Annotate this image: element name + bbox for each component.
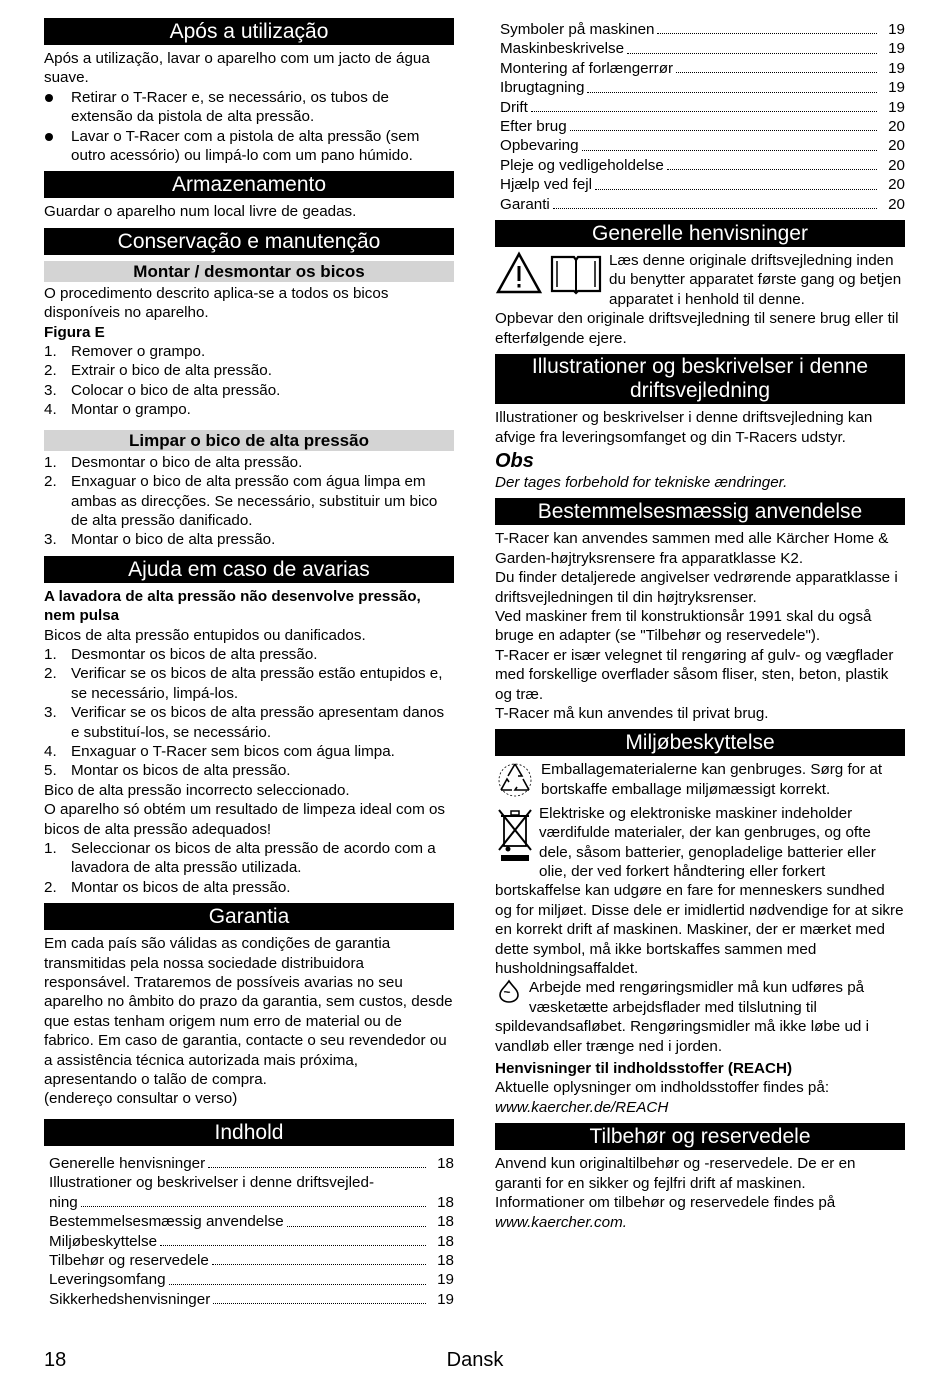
generelle-icon-row bbox=[495, 251, 905, 309]
recycle-icon bbox=[495, 760, 535, 803]
toc-entry[interactable]: Miljøbeskyttelse 18 bbox=[49, 1232, 454, 1250]
footer-language: Dansk bbox=[446, 1349, 504, 1371]
bestemmelse-paragraph: T-Racer må kun anvendes til privat brug. bbox=[495, 704, 769, 722]
toc-entry[interactable]: Drift 19 bbox=[500, 98, 905, 116]
section-miljo bbox=[495, 729, 905, 1117]
obs-label: Obs bbox=[495, 449, 534, 472]
heading-bestemmelse: Bestemmelsesmæssig anvendelse bbox=[495, 498, 905, 525]
figura-label: Figura E bbox=[44, 323, 105, 341]
toc-entry[interactable]: Tilbehør og reservedele 18 bbox=[49, 1251, 454, 1269]
left-column bbox=[44, 18, 454, 1315]
tilbehor-text: Anvend kun originaltilbehør og -reservedele. De er en garanti for en sikker og fejlfri drift af maskinen. bbox=[495, 1155, 856, 1192]
reach-title: Henvisninger til indholdsstoffer (REACH) bbox=[495, 1060, 793, 1078]
step-item: 2. Verificar se os bicos de alta pressão estão entupidos e, se necessário, limpá-los. bbox=[44, 665, 443, 702]
miljo-text2: Elektriske og elektroniske maskiner indeholder værdifulde materialer, der kan genbruges, og ofte dele, såsom batterier, genopladelige batterier eller olie, der ved forkert håndtering eller forkert bortskaffelse kan udgøre en fare for menneskers sundhed og for miljøet. Disse dele er imidlertid nødvendige for at sikre en korrekt drift af maskinen. Maskiner, der er mærket med dette symbol, må ikke bortskaffes sammen med husholdningsaffaldet. bbox=[495, 804, 904, 978]
ajuda-steps2 bbox=[44, 839, 454, 897]
armazenamento-text: Guardar o aparelho num local livre de geadas. bbox=[44, 203, 357, 221]
step-item: 1. Desmontar os bicos de alta pressão. bbox=[44, 645, 318, 663]
step-item: 2. Extrair o bico de alta pressão. bbox=[44, 362, 272, 380]
section-armazenamento bbox=[44, 171, 454, 221]
toc-entry[interactable]: Montering af forlængerrør 19 bbox=[500, 59, 905, 77]
step-item: 4. Enxaguar o T-Racer sem bicos com água limpa. bbox=[44, 742, 395, 760]
heading-conservacao: Conservação e manutenção bbox=[44, 228, 454, 255]
heading-armazenamento: Armazenamento bbox=[44, 171, 454, 198]
heading-apos-utilizacao: Após a utilização bbox=[44, 18, 454, 45]
page-number: 18 bbox=[44, 1349, 67, 1371]
section-conservacao bbox=[44, 228, 454, 550]
toc-left bbox=[44, 1154, 454, 1309]
toc-entry[interactable]: Garanti 20 bbox=[500, 195, 905, 213]
section-garantia bbox=[44, 903, 454, 1109]
ajuda-cause1: Bicos de alta pressão entupidos ou danificados. bbox=[44, 626, 366, 644]
generelle-text2: Opbevar den originale driftsvejledning til senere brug eller til efterfølgende ejere. bbox=[495, 310, 899, 347]
toc-entry[interactable]: Ibrugtagning 19 bbox=[500, 79, 905, 97]
generelle-text1: Læs denne originale driftsvejledning inden du benytter apparatet første gang og betjen apparatet i henhold til denne. bbox=[609, 252, 902, 308]
reach-url-link[interactable]: www.kaercher.de/REACH bbox=[495, 1098, 669, 1116]
toc-entry[interactable]: Bestemmelsesmæssig anvendelse 18 bbox=[49, 1213, 454, 1231]
heading-indhold: Indhold bbox=[44, 1119, 454, 1146]
bestemmelse-paragraph: T-Racer kan anvendes sammen med alle Kärcher Home & Garden-højtryksrensere fra apparatklasse K2. bbox=[495, 530, 889, 567]
heading-miljo: Miljøbeskyttelse bbox=[495, 729, 905, 756]
toc-entry[interactable]: Leveringsomfang 19 bbox=[49, 1271, 454, 1289]
step-item: 1. Remover o grampo. bbox=[44, 343, 206, 361]
garantia-text: Em cada país são válidas as condições de garantia transmitidas pela nossa sociedade distribuidora responsável. Trataremos de possíveis avarias no seu aparelho no âmbito do prazo da garantia, sem custos, desde que estas tenham origem num erro de material ou de fabrico. Em caso de garantia, contacte o seu revendedor ou a assistência técnica autorizada mais próxima, apresentando o talão de compra. bbox=[44, 935, 453, 1089]
montar-steps bbox=[44, 342, 454, 420]
right-column bbox=[495, 20, 905, 1238]
step-item: 2. Enxaguar o bico de alta pressão com água limpa em ambas as direcções. Se necessário, substituir um bico de alta pressão danificado. bbox=[44, 473, 438, 529]
kaercher-url-link[interactable]: www.kaercher.com. bbox=[495, 1213, 627, 1231]
bestemmelse-paragraph: Du finder detaljerede angivelser vedrørende apparatklasse i driftsvejledningen til din højtryksrenser. bbox=[495, 569, 898, 606]
subheading-montar-bicos: Montar / desmontar os bicos bbox=[44, 261, 454, 282]
oil-drop-icon bbox=[495, 978, 523, 1009]
montar-bicos-text: O procedimento descrito aplica-se a todos os bicos disponíveis no aparelho. bbox=[44, 284, 389, 322]
heading-illustrationer: Illustrationer og beskrivelser i denne driftsvejledning bbox=[495, 354, 905, 404]
section-tilbehor bbox=[495, 1123, 905, 1232]
section-illustrationer bbox=[495, 354, 905, 492]
bullet-item: Retirar o T-Racer e, se necessário, os tubos de extensão da pistola de alta pressão. bbox=[44, 88, 454, 127]
step-item: 1. Seleccionar os bicos de alta pressão de acordo com a lavadora de alta pressão utilizada. bbox=[44, 840, 436, 877]
step-item: 5. Montar os bicos de alta pressão. bbox=[44, 762, 291, 780]
manual-book-icon bbox=[549, 251, 603, 300]
apos-intro: Após a utilização, lavar o aparelho com um jacto de água suave. bbox=[44, 50, 430, 87]
bullet-item: Lavar o T-Racer com a pistola de alta pressão (sem outro acessório) ou limpá-lo com um pano húmido. bbox=[44, 127, 454, 166]
section-ajuda-avarias bbox=[44, 556, 454, 898]
bestemmelse-paragraph: Ved maskiner frem til konstruktionsår 1991 skal du også bruge en adapter (se "Tilbehør og reservedele"). bbox=[495, 607, 872, 645]
heading-generelle: Generelle henvisninger bbox=[495, 220, 905, 247]
step-item: 4. Montar o grampo. bbox=[44, 401, 191, 419]
toc-entry[interactable]: Maskinbeskrivelse 19 bbox=[500, 40, 905, 58]
heading-ajuda-avarias: Ajuda em caso de avarias bbox=[44, 556, 454, 583]
section-indhold bbox=[44, 1119, 454, 1309]
ajuda-cause2-text: O aparelho só obtém um resultado de limpeza ideal com os bicos de alta pressão adequados! bbox=[44, 801, 445, 838]
ajuda-problem: A lavadora de alta pressão não desenvolve pressão, nem pulsa bbox=[44, 587, 421, 625]
step-item: 3. Verificar se os bicos de alta pressão apresentam danos e substituí-los, se necessário. bbox=[44, 704, 445, 741]
toc-entry[interactable]: Hjælp ved fejl 20 bbox=[500, 176, 905, 194]
reach-text: Aktuelle oplysninger om indholdsstoffer findes på: bbox=[495, 1079, 830, 1097]
miljo-recycle-row bbox=[495, 760, 905, 803]
obs-text: Der tages forbehold for tekniske ændringer. bbox=[495, 473, 788, 491]
warning-triangle-icon bbox=[495, 251, 543, 300]
tilbehor-text2: Informationer om tilbehør og reservedele findes på bbox=[495, 1194, 836, 1212]
step-item: 3. Colocar o bico de alta pressão. bbox=[44, 381, 281, 399]
ajuda-cause2: Bico de alta pressão incorrecto seleccionado. bbox=[44, 781, 350, 799]
garantia-address: (endereço consultar o verso) bbox=[44, 1090, 238, 1108]
toc-entry[interactable]: Symboler på maskinen 19 bbox=[500, 21, 905, 38]
toc-entry[interactable]: Generelle henvisninger 18 bbox=[49, 1154, 454, 1172]
section-generelle bbox=[495, 220, 905, 348]
step-item: 3. Montar o bico de alta pressão. bbox=[44, 531, 276, 549]
step-item: 1. Desmontar o bico de alta pressão. bbox=[44, 453, 303, 471]
toc-entry[interactable]: Sikkerhedshenvisninger 19 bbox=[49, 1290, 454, 1308]
toc-entry[interactable]: Opbevaring 20 bbox=[500, 137, 905, 155]
limpar-steps bbox=[44, 453, 454, 550]
heading-tilbehor: Tilbehør og reservedele bbox=[495, 1123, 905, 1150]
section-apos-utilizacao bbox=[44, 18, 454, 165]
ajuda-steps1 bbox=[44, 645, 454, 781]
apos-bullets bbox=[44, 88, 454, 166]
toc-entry[interactable]: Pleje og vedligeholdelse 20 bbox=[500, 156, 905, 174]
heading-garantia: Garantia bbox=[44, 903, 454, 930]
subheading-limpar-bico: Limpar o bico de alta pressão bbox=[44, 430, 454, 451]
bestemmelse-paragraph: T-Racer er især velegnet til rengøring af gulv- og vægflader med forskellige overflader såsom fliser, sten, beton, plastik og træ. bbox=[495, 646, 894, 703]
miljo-text1: Emballagematerialerne kan genbruges. Sørg for at bortskaffe emballage miljømæssigt korrekt. bbox=[541, 761, 883, 798]
toc-entry[interactable]: Illustrationer og beskrivelser i denne driftsvejled- ning 18 bbox=[49, 1174, 454, 1211]
miljo-text3: Arbejde med rengøringsmidler må kun udføres på væsketætte arbejdsflader med tilslutning til spildevandsafløbet. Rengøringsmidler må ikke løbe ud i vandløb eller trænge ned i jorden. bbox=[495, 979, 869, 1055]
illustrationer-text: Illustrationer og beskrivelser i denne driftsvejledning kan afvige fra leveringsomfanget og din T-Racers udstyr. bbox=[495, 409, 873, 446]
crossed-bin-icon bbox=[495, 806, 535, 869]
step-item: 2. Montar os bicos de alta pressão. bbox=[44, 878, 291, 896]
toc-entry[interactable]: Efter brug 20 bbox=[500, 118, 905, 136]
toc-right bbox=[495, 20, 905, 214]
section-bestemmelse bbox=[495, 498, 905, 723]
